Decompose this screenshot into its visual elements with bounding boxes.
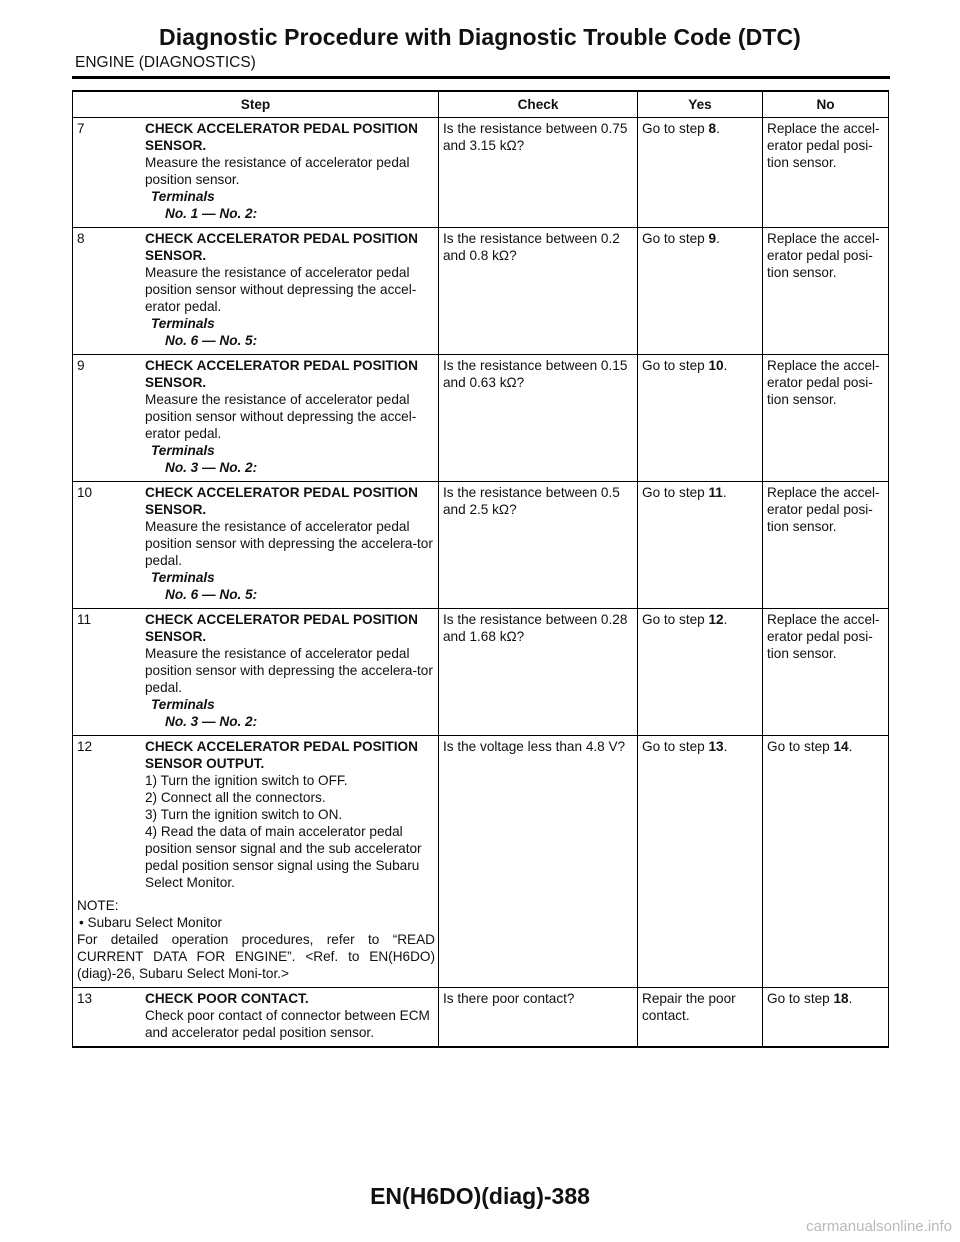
terminals-value: No. 6 — No. 5: <box>165 587 258 602</box>
no-cell: Replace the accel-erator pedal posi-tion sensor. <box>763 228 889 355</box>
terminals-label: Terminals <box>151 570 215 585</box>
note-label: NOTE: <box>77 898 119 913</box>
no-cell <box>763 736 889 988</box>
yes-cell <box>638 118 763 228</box>
yes-text: Go to step <box>642 231 709 246</box>
watermark: carmanualsonline.info <box>806 1218 952 1235</box>
step-title: CHECK ACCELERATOR PEDAL POSITION SENSOR. <box>145 485 418 517</box>
column-header-yes: Yes <box>638 91 763 118</box>
check-cell: Is the resistance between 0.75 and 3.15 kΩ? <box>439 118 638 228</box>
procedure-step: 1) Turn the ignition switch to OFF. <box>145 773 348 788</box>
yes-text: Go to step <box>642 485 709 500</box>
diagnostic-table <box>72 90 889 1048</box>
terminals-label: Terminals <box>151 316 215 331</box>
section-label: ENGINE (DIAGNOSTICS) <box>75 54 256 71</box>
step-number: 12 <box>77 739 93 754</box>
step-instruction: Check poor contact of connector between ECM and accelerator pedal position sensor. <box>145 1008 430 1040</box>
table-row <box>73 988 889 1048</box>
terminals-value: No. 3 — No. 2: <box>165 460 258 475</box>
no-cell: Replace the accel-erator pedal posi-tion sensor. <box>763 118 889 228</box>
step-cell <box>73 482 439 609</box>
step-title: CHECK ACCELERATOR PEDAL POSITION SENSOR OUTPUT. <box>145 739 418 771</box>
step-instruction: Measure the resistance of accelerator pedal position sensor without depressing the accel-erator pedal. <box>145 392 417 441</box>
step-title: CHECK ACCELERATOR PEDAL POSITION SENSOR. <box>145 612 418 644</box>
yes-cell <box>638 736 763 988</box>
note-block <box>77 897 435 982</box>
yes-cell <box>638 355 763 482</box>
procedure-step: 4) Read the data of main accelerator pedal position sensor signal and the sub accelerator pedal position sensor signal using the Subaru Select Monitor. <box>145 824 422 890</box>
step-cell <box>73 736 439 988</box>
table-row <box>73 482 889 609</box>
note-text: For detailed operation procedures, refer to “READ CURRENT DATA FOR ENGINE”. <Ref. to EN(H6DO)(diag)-26, Subaru Select Moni-tor.> <box>77 932 435 981</box>
step-instruction: Measure the resistance of accelerator pedal position sensor without depressing the accel-erator pedal. <box>145 265 417 314</box>
procedure-step: 3) Turn the ignition switch to ON. <box>145 807 343 822</box>
header-rule <box>72 76 890 79</box>
page-number: EN(H6DO)(diag)-388 <box>370 1183 590 1209</box>
check-cell: Is the resistance between 0.15 and 0.63 kΩ? <box>439 355 638 482</box>
table-row <box>73 609 889 736</box>
step-number: 9 <box>77 358 85 373</box>
table-row <box>73 736 889 988</box>
no-cell: Replace the accel-erator pedal posi-tion sensor. <box>763 609 889 736</box>
yes-suffix: . <box>716 231 720 246</box>
column-header-no: No <box>763 91 889 118</box>
yes-suffix: . <box>723 612 728 627</box>
terminals-label: Terminals <box>151 189 215 204</box>
check-cell: Is there poor contact? <box>439 988 638 1048</box>
step-number: 10 <box>77 485 93 500</box>
no-suffix: . <box>848 991 853 1006</box>
step-instruction: Measure the resistance of accelerator pedal position sensor with depressing the accelera-tor pedal. <box>145 519 433 568</box>
yes-suffix: . <box>723 358 728 373</box>
step-instruction: Measure the resistance of accelerator pedal position sensor with depressing the accelera-tor pedal. <box>145 646 433 695</box>
yes-text: Go to step <box>642 739 709 754</box>
terminals-value: No. 6 — No. 5: <box>165 333 258 348</box>
table-header-row <box>73 91 889 118</box>
yes-step-ref: 11 <box>708 485 723 500</box>
no-step-ref: 18 <box>833 991 849 1006</box>
step-number: 8 <box>77 231 85 246</box>
yes-cell <box>638 482 763 609</box>
no-cell <box>763 988 889 1048</box>
yes-step-ref: 8 <box>708 121 717 136</box>
no-text: Go to step <box>767 991 834 1006</box>
terminals-value: No. 1 — No. 2: <box>165 206 258 221</box>
step-title: CHECK ACCELERATOR PEDAL POSITION SENSOR. <box>145 121 418 153</box>
yes-suffix: . <box>722 485 727 500</box>
step-instruction: Measure the resistance of accelerator pedal position sensor. <box>145 155 410 187</box>
terminals-label: Terminals <box>151 697 215 712</box>
yes-step-ref: 12 <box>708 612 724 627</box>
no-text: Go to step <box>767 739 834 754</box>
yes-suffix: . <box>723 739 728 754</box>
procedure-step: 2) Connect all the connectors. <box>145 790 326 805</box>
check-cell: Is the resistance between 0.2 and 0.8 kΩ? <box>439 228 638 355</box>
no-suffix: . <box>848 739 853 754</box>
yes-step-ref: 13 <box>708 739 724 754</box>
step-cell <box>73 988 439 1048</box>
no-step-ref: 14 <box>833 739 849 754</box>
column-header-step: Step <box>73 91 439 118</box>
step-cell <box>73 355 439 482</box>
step-number: 11 <box>77 612 92 627</box>
yes-cell: Repair the poor contact. <box>638 988 763 1048</box>
check-cell: Is the voltage less than 4.8 V? <box>439 736 638 988</box>
yes-step-ref: 10 <box>708 358 724 373</box>
table-row <box>73 228 889 355</box>
check-cell: Is the resistance between 0.5 and 2.5 kΩ? <box>439 482 638 609</box>
note-bullet: • Subaru Select Monitor <box>79 915 223 930</box>
yes-text: Go to step <box>642 358 709 373</box>
table-row <box>73 118 889 228</box>
check-cell: Is the resistance between 0.28 and 1.68 kΩ? <box>439 609 638 736</box>
step-cell <box>73 228 439 355</box>
no-cell: Replace the accel-erator pedal posi-tion sensor. <box>763 482 889 609</box>
step-cell <box>73 118 439 228</box>
terminals-label: Terminals <box>151 443 215 458</box>
yes-text: Go to step <box>642 121 709 136</box>
yes-cell <box>638 609 763 736</box>
step-title: CHECK ACCELERATOR PEDAL POSITION SENSOR. <box>145 358 418 390</box>
yes-step-ref: 9 <box>708 231 717 246</box>
yes-suffix: . <box>716 121 720 136</box>
step-number: 13 <box>77 991 93 1006</box>
terminals-value: No. 3 — No. 2: <box>165 714 258 729</box>
step-cell <box>73 609 439 736</box>
no-cell: Replace the accel-erator pedal posi-tion sensor. <box>763 355 889 482</box>
yes-text: Go to step <box>642 612 709 627</box>
step-title: CHECK POOR CONTACT. <box>145 991 309 1006</box>
page-title: Diagnostic Procedure with Diagnostic Trouble Code (DTC) <box>159 24 801 50</box>
step-title: CHECK ACCELERATOR PEDAL POSITION SENSOR. <box>145 231 418 263</box>
column-header-check: Check <box>439 91 638 118</box>
step-number: 7 <box>77 121 85 136</box>
table-row <box>73 355 889 482</box>
yes-cell <box>638 228 763 355</box>
